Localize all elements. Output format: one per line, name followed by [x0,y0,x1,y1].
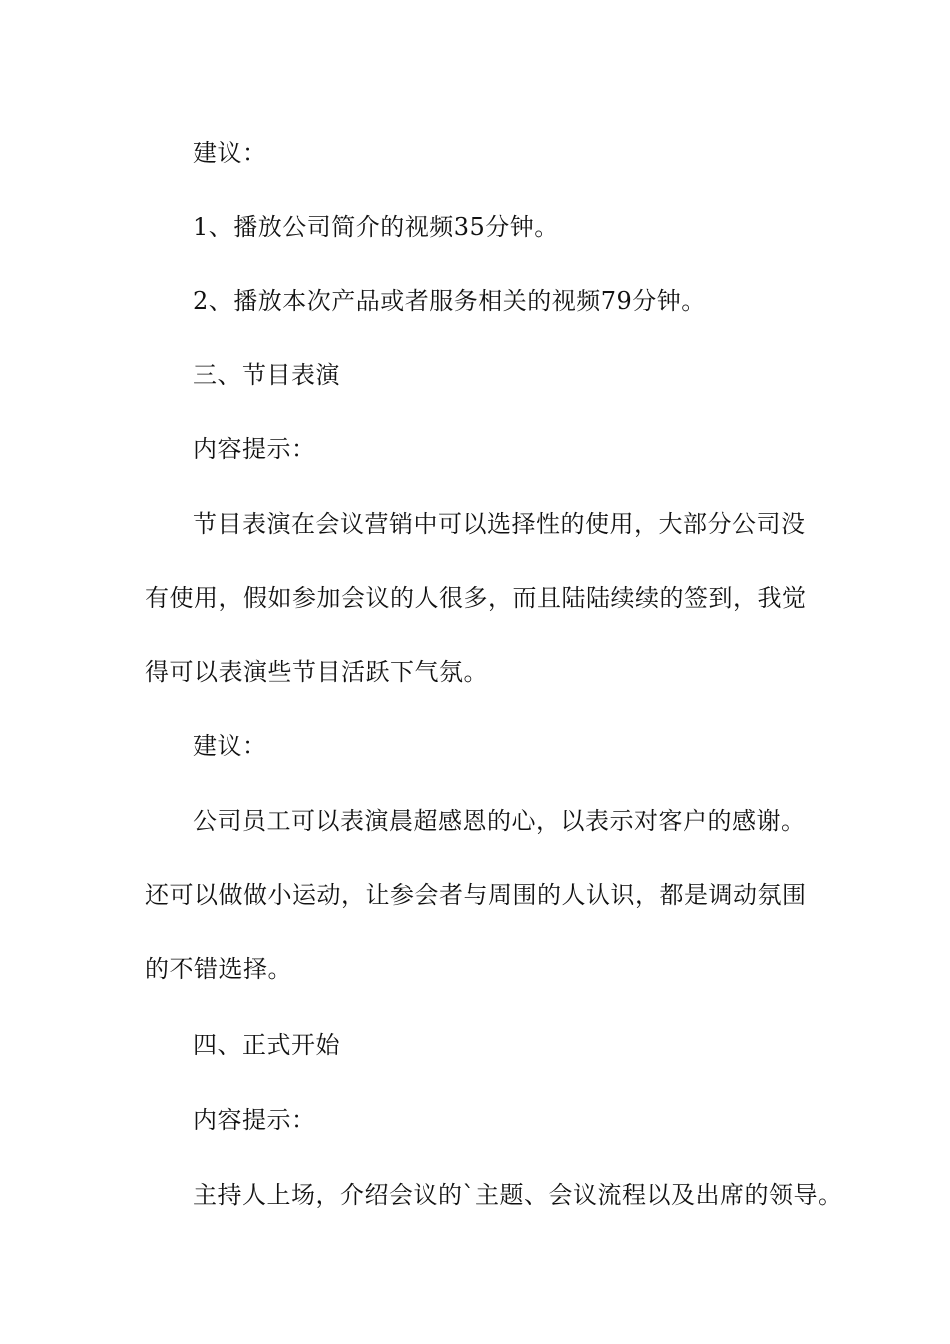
paragraph-line: 有使用，假如参加会议的人很多，而且陆陆续续的签到，我觉 [145,584,807,612]
paragraph-label-hint: 内容提示： [193,1106,316,1134]
paragraph-line: 的不错选择。 [145,955,292,983]
paragraph-line: 得可以表演些节目活跃下气氛。 [145,658,488,686]
paragraph-label-suggestion: 建议： [193,139,267,167]
section-heading-4: 四、正式开始 [193,1031,340,1059]
paragraph-line: 主持人上场，介绍会议的`主题、会议流程以及出席的领导。 [193,1181,843,1209]
paragraph-line: 公司员工可以表演晨超感恩的心，以表示对客户的感谢。 [193,807,806,835]
list-item-2: 2、播放本次产品或者服务相关的视频79分钟。 [193,287,706,315]
section-heading-3: 三、节目表演 [193,361,340,389]
paragraph-label-suggestion: 建议： [193,732,267,760]
paragraph-line: 节目表演在会议营销中可以选择性的使用，大部分公司没 [193,510,806,538]
paragraph-line: 还可以做做小运动，让参会者与周围的人认识，都是调动氛围 [145,881,807,909]
list-item-1: 1、播放公司简介的视频35分钟。 [193,213,559,241]
paragraph-label-hint: 内容提示： [193,435,316,463]
